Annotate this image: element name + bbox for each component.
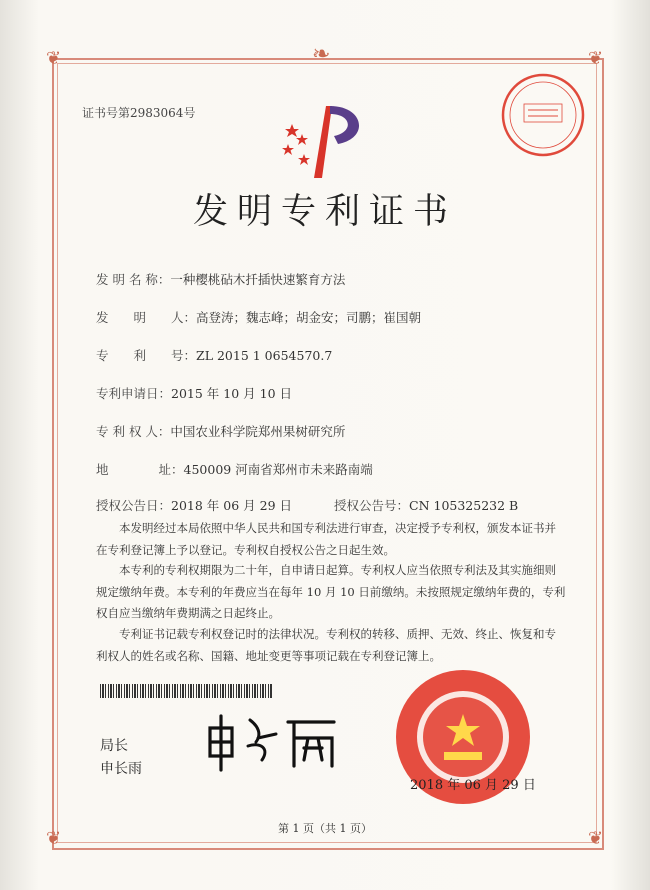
corner-ornament-icon: ❦: [588, 828, 604, 849]
corner-ornament-icon: ❦: [588, 48, 604, 69]
address-value: 450009 河南省郑州市未来路南端: [183, 462, 373, 477]
address-label: 地 址：: [96, 462, 184, 477]
director-signature: [200, 712, 360, 774]
corner-ornament-icon: ❦: [46, 48, 62, 69]
certificate-paragraph: 专利证书记载专利权登记时的法律状况。专利权的转移、质押、无效、终止、恢复和专利权人的姓名或名称、国籍、地址变更等事项记载在专利登记簿上。: [96, 627, 556, 663]
director-title: 局长: [100, 738, 128, 754]
barcode: [100, 684, 272, 698]
inventors-row: [96, 308, 421, 326]
patent-number-value: ZL 2015 1 0654570.7: [196, 348, 333, 363]
grant-date-row: [96, 496, 292, 514]
agency-stamp-icon: [500, 72, 586, 158]
patent-number-row: [96, 346, 332, 364]
grant-number-value: CN 105325232 B: [409, 498, 519, 513]
grant-number-label: 授权公告号：: [334, 498, 410, 513]
seal-date: 2018 年 06 月 29 日: [410, 778, 536, 793]
filing-date-label: 专利申请日：: [96, 386, 172, 401]
grant-date-label: 授权公告日：: [96, 498, 172, 513]
patentee-row: [96, 422, 345, 440]
grant-date-value: 2018 年 06 月 29 日: [171, 498, 293, 513]
patentee-label: 专 利 权 人：: [96, 424, 171, 439]
certificate-number: 证书号第2983064号: [82, 106, 196, 120]
patentee-value: 中国农业科学院郑州果树研究所: [170, 424, 346, 439]
patent-number-label: 专 利 号：: [96, 348, 197, 363]
patent-office-logo-icon: [280, 100, 372, 180]
inventors-label: 发 明 人：: [96, 310, 197, 325]
page-number: 第 1 页（共 1 页）: [278, 822, 372, 835]
corner-ornament-icon: ❦: [46, 828, 62, 849]
top-ornament-icon: ❧: [312, 42, 331, 67]
filing-date-value: 2015 年 10 月 10 日: [171, 386, 293, 401]
filing-date-row: [96, 384, 292, 402]
inventors-value: 高登涛；魏志峰；胡金安；司鹏；崔国朝: [196, 310, 422, 325]
grant-number-row: [334, 496, 518, 514]
address-row: [96, 460, 373, 478]
certificate-title: 发明专利证书: [192, 192, 457, 232]
certificate-paragraph: 本发明经过本局依照中华人民共和国专利法进行审查，决定授予专利权，颁发本证书并在专利登记簿上予以登记。专利权自授权公告之日起生效。: [96, 521, 556, 557]
invention-name-row: [96, 270, 345, 288]
certificate-paragraph: 本专利的专利权期限为二十年，自申请日起算。专利权人应当依照专利法及其实施细则规定缴纳年费。本专利的年费应当在每年 10 月 10 日前缴纳。未按照规定缴纳年费的，专利权自应当缴纳年费期满之日起终止。: [96, 563, 566, 620]
director-name: 申长雨: [100, 761, 142, 777]
invention-name-value: 一种樱桃砧木扦插快速繁育方法: [170, 272, 346, 287]
invention-name-label: 发 明 名 称：: [96, 272, 171, 287]
